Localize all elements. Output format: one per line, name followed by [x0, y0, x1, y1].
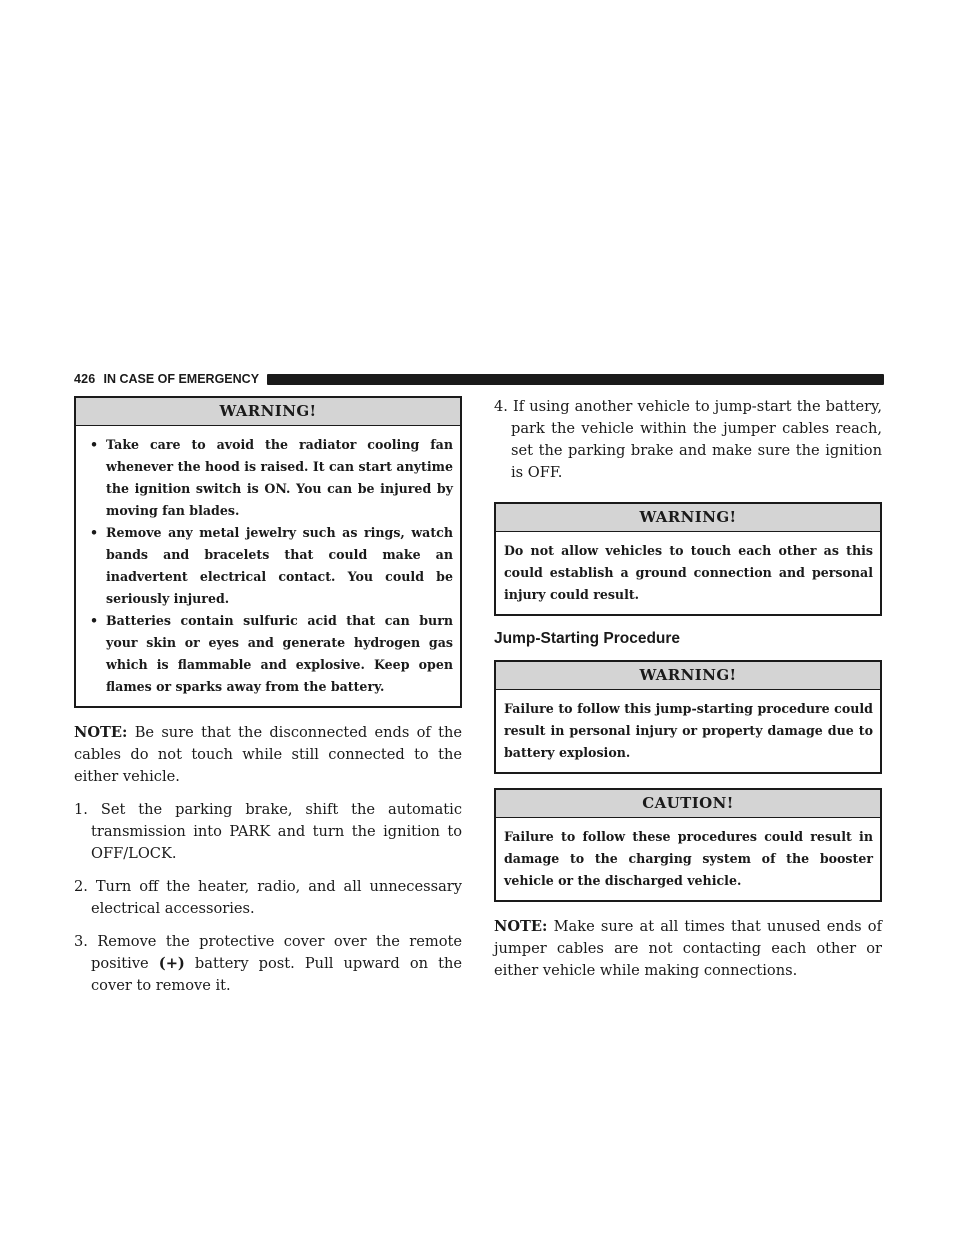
warning-bullet: • Batteries contain sulfuric acid that can burn your skin or eyes and generate hydrogen gas which is flammable and explosive. Keep open flames or sparks away from the battery. — [84, 610, 453, 698]
warning-text: Failure to follow this jump-starting procedure could result in personal injury or property damage due to battery explosion. — [504, 701, 873, 760]
note-text: Be sure that the disconnected ends of the cables do not touch while still connected to the either vehicle. — [74, 724, 462, 785]
caution-text: Failure to follow these procedures could result in damage to the charging system of the booster vehicle or the discharged vehicle. — [504, 829, 873, 888]
step-3-text-end: battery post. Pull upward on the cover to remove it. — [91, 955, 462, 994]
positive-symbol: (+) — [158, 955, 185, 972]
caution-title: CAUTION! — [496, 790, 880, 818]
warning-box-1 — [74, 396, 462, 708]
warning-title: WARNING! — [496, 504, 880, 532]
warning-box-3 — [494, 660, 882, 774]
steps-list-continued — [494, 396, 882, 484]
note-paragraph — [74, 722, 462, 788]
warning-bullet: • Take care to avoid the radiator cooling fan whenever the hood is raised. It can start anytime the ignition switch is ON. You can be injured by moving fan blades. — [84, 434, 453, 522]
warning-text: Do not allow vehicles to touch each other as this could establish a ground connection and personal injury could result. — [504, 543, 873, 602]
note-paragraph — [494, 916, 882, 982]
section-title: IN CASE OF EMERGENCY — [103, 372, 260, 386]
header-rule — [267, 374, 884, 385]
warning-list — [84, 434, 453, 698]
note-label: NOTE: — [494, 918, 548, 935]
steps-list — [74, 799, 462, 997]
warning-title: WARNING! — [76, 398, 460, 426]
warning-box-2 — [494, 502, 882, 616]
page-header — [74, 369, 884, 389]
step-4: 4. If using another vehicle to jump-start the battery, park the vehicle within the jumper cables reach, set the parking brake and make sure the ignition is OFF. — [494, 398, 882, 481]
step-3 — [74, 931, 462, 997]
right-column — [494, 396, 882, 993]
page-number: 426 — [74, 372, 96, 386]
step-1: 1. Set the parking brake, shift the automatic transmission into PARK and turn the ignition to OFF/LOCK. — [74, 801, 462, 862]
step-2: 2. Turn off the heater, radio, and all unnecessary electrical accessories. — [74, 878, 462, 917]
caution-box — [494, 788, 882, 902]
note-text: Make sure at all times that unused ends of jumper cables are not contacting each other or either vehicle while making connections. — [494, 918, 882, 979]
note-label: NOTE: — [74, 724, 128, 741]
step-3-text: 3. Remove the protective cover over the remote positive — [74, 933, 462, 972]
subheading: Jump-Starting Procedure — [494, 630, 681, 647]
left-column — [74, 396, 462, 1008]
warning-bullet: • Remove any metal jewelry such as rings, watch bands and bracelets that could make an inadvertent electrical contact. You could be seriously injured. — [84, 522, 453, 610]
warning-title: WARNING! — [496, 662, 880, 690]
